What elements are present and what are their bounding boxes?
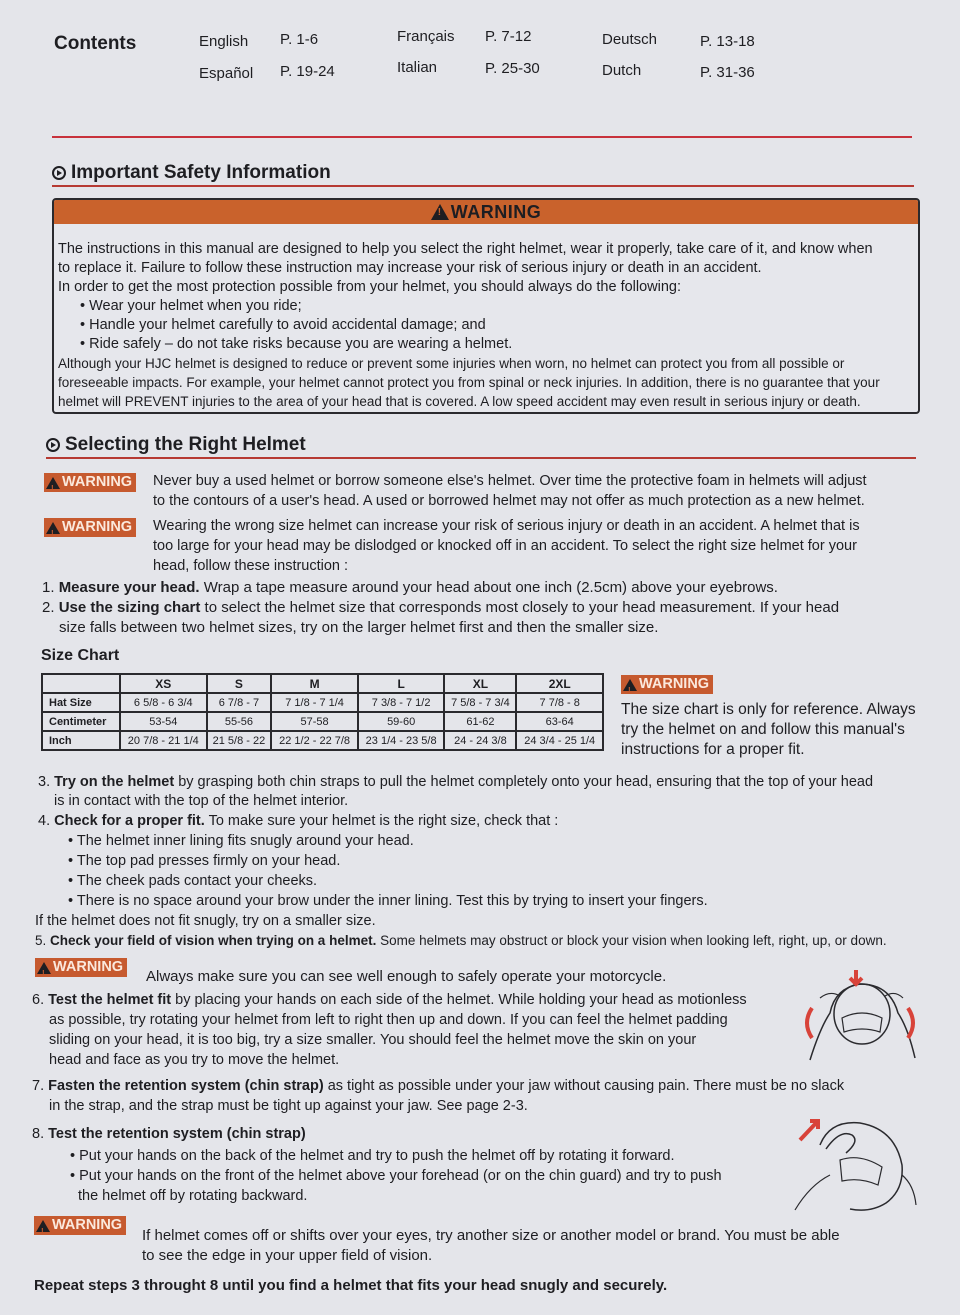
- step-4: 4. Check for a proper fit. To make sure your helmet is the right size, check that :: [38, 813, 559, 829]
- step-4-bullet: • The top pad presses firmly on your head.: [68, 853, 341, 869]
- section-underline: [52, 185, 914, 187]
- warning-label: [621, 675, 713, 694]
- warning-line: The instructions in this manual are designed to help you select the right helmet, wear it properly, take care of it, and know when: [58, 241, 873, 257]
- table-header-row: [42, 674, 603, 693]
- step-title: Fasten the retention system (chin strap): [48, 1078, 324, 1094]
- step-6-cont: head and face as you try to move the helmet.: [49, 1052, 340, 1068]
- step-text: to select the helmet size that corresponds most closely to your head measurement. If your head: [200, 599, 840, 616]
- table-header-cell: XS: [120, 674, 207, 693]
- repeat-instruction: Repeat steps 3 throught 8 until you find a helmet that fits your head snugly and securely.: [34, 1277, 668, 1294]
- table-cell: 59-60: [358, 712, 445, 731]
- row-header: Hat Size: [42, 693, 120, 712]
- table-cell: 53-54: [120, 712, 207, 731]
- table-cell: 7 1/8 - 7 1/4: [271, 693, 358, 712]
- step-6-cont: as possible, try rotating your helmet from left to right then up and down. If you can feel the helmet padding: [49, 1012, 728, 1028]
- toc-pages: P. 7-12: [485, 28, 532, 45]
- warning-label-text: WARNING: [62, 474, 133, 490]
- step-8-bullet: the helmet off by rotating backward.: [78, 1188, 308, 1204]
- step-4-bullet: • There is no space around your brow under the inner lining. Test this by trying to insert your fingers.: [68, 893, 708, 909]
- warning-label: [44, 518, 136, 537]
- table-row: [42, 731, 603, 750]
- table-cell: 57-58: [271, 712, 358, 731]
- warning-line: too large for your head may be dislodged or knocked off in an accident. To select the right size helmet for your: [153, 538, 857, 554]
- size-chart-title: Size Chart: [41, 647, 120, 664]
- step-text: Wrap a tape measure around your head about one inch (2.5cm) above your eyebrows.: [199, 579, 778, 596]
- step-title: Measure your head.: [58, 579, 200, 596]
- step-text: Some helmets may obstruct or block your vision when looking left, right, up, or down.: [376, 933, 887, 948]
- note-line: try the helmet on and follow this manual's: [621, 721, 905, 738]
- table-cell: 6 7/8 - 7: [207, 693, 272, 712]
- play-circle-icon: [46, 438, 60, 452]
- warning-line: If helmet comes off or shifts over your eyes, try another size or another model or brand. You must be able: [142, 1227, 840, 1244]
- warning-line: head, follow these instruction :: [153, 558, 349, 574]
- toc-pages: P. 1-6: [280, 31, 319, 48]
- toc-language: Español: [199, 65, 254, 82]
- table-cell: 20 7/8 - 21 1/4: [120, 731, 207, 750]
- step-7-cont: in the strap, and the strap must be tight up against your jaw. See page 2-3.: [49, 1098, 528, 1114]
- table-cell: 24 3/4 - 25 1/4: [516, 731, 603, 750]
- warning-label: [44, 473, 136, 492]
- table-cell: 23 1/4 - 23 5/8: [358, 731, 445, 750]
- step-title: Check your field of vision when trying on a helmet.: [50, 933, 377, 948]
- table-row: [42, 693, 603, 712]
- warning-label-text: WARNING: [62, 519, 133, 535]
- table-cell: 21 5/8 - 22: [207, 731, 272, 750]
- table-header-cell: L: [358, 674, 445, 693]
- step-8-bullet: • Put your hands on the back of the helmet and try to push the helmet off by rotating it forward.: [70, 1148, 675, 1164]
- step-text: To make sure your helmet is the right size, check that :: [204, 813, 559, 829]
- warning-label: [34, 1216, 126, 1235]
- step-title: Test the retention system (chin strap): [48, 1126, 306, 1142]
- size-chart-table: [41, 673, 604, 751]
- warning-triangle-icon: [431, 204, 449, 220]
- step-4-bullet: • The cheek pads contact your cheeks.: [68, 873, 318, 889]
- warning-label-text: WARNING: [52, 1217, 123, 1233]
- row-header: Inch: [42, 731, 120, 750]
- toc-language: Français: [397, 28, 455, 45]
- warning-triangle-icon: [37, 962, 51, 974]
- table-cell: 22 1/2 - 22 7/8: [271, 731, 358, 750]
- warning-line: to replace it. Failure to follow these instruction may increase your risk of serious injury or death in an accident.: [58, 260, 762, 276]
- toc-language: English: [199, 33, 249, 50]
- helmet-rotate-illustration: [790, 968, 920, 1068]
- selecting-heading: [46, 434, 306, 456]
- warning-line: Although your HJC helmet is designed to reduce or prevent some injuries when worn, no helmet can protect you from all possible or: [58, 356, 845, 371]
- step-text: by placing your hands on each side of the helmet. While holding your head as motionless: [171, 992, 747, 1008]
- warning-box-body: [54, 224, 918, 411]
- warning-line: to the contours of a user's head. A used or borrowed helmet may not offer as much protection as a new helmet.: [153, 493, 865, 509]
- warning-bullet: • Ride safely – do not take risks because you are wearing a helmet.: [80, 336, 513, 352]
- step-6-cont: sliding on your head, it is too big, try a size smaller. You should feel the helmet move the skin on your: [49, 1032, 697, 1048]
- toc-language: Dutch: [602, 62, 642, 79]
- warning-bullet: • Handle your helmet carefully to avoid accidental damage; and: [80, 317, 486, 333]
- safety-warning-box: [52, 198, 920, 414]
- warning-line: Wearing the wrong size helmet can increase your risk of serious injury or death in an accident. A helmet that is: [153, 518, 860, 534]
- step-text: as tight as possible under your jaw without causing pain. There must be no slack: [323, 1078, 845, 1094]
- table-cell: 7 5/8 - 7 3/4: [444, 693, 516, 712]
- warning-label: [35, 958, 127, 977]
- contents-title: Contents: [54, 33, 137, 54]
- row-header: Centimeter: [42, 712, 120, 731]
- table-header-cell: 2XL: [516, 674, 603, 693]
- step-2: 2. Use the sizing chart to select the helmet size that corresponds most closely to your head measurement. If your head: [42, 599, 840, 616]
- step-4-after: If the helmet does not fit snugly, try on a smaller size.: [35, 913, 376, 929]
- step-6: 6. Test the helmet fit by placing your hands on each side of the helmet. While holding your head as motionless: [32, 992, 747, 1008]
- toc-pages: P. 19-24: [280, 63, 335, 80]
- warning-box-title: WARNING: [450, 201, 542, 222]
- step-8-bullet: • Put your hands on the front of the helmet above your forehead (or on the chin guard) and try to push: [70, 1168, 722, 1184]
- warning-text: [153, 516, 860, 576]
- divider-rule: [52, 136, 912, 138]
- table-cell: 55-56: [207, 712, 272, 731]
- step-3: 3. Try on the helmet by grasping both chin straps to pull the helmet completely onto your head, ensuring that the top of your head: [38, 774, 874, 790]
- step-title: Try on the helmet: [54, 774, 175, 790]
- step-4-bullet: • The helmet inner lining fits snugly around your head.: [68, 833, 414, 849]
- safety-heading-text: Important Safety Information: [71, 162, 331, 183]
- step-title: Check for a proper fit.: [54, 813, 205, 829]
- step-title: Use the sizing chart: [58, 599, 201, 616]
- warning-box-header: [54, 200, 918, 224]
- selecting-heading-text: Selecting the Right Helmet: [65, 434, 306, 455]
- note-line: The size chart is only for reference. Always: [621, 701, 916, 718]
- table-cell: 63-64: [516, 712, 603, 731]
- step-text: by grasping both chin straps to pull the helmet completely onto your head, ensuring that the top of your head: [174, 774, 874, 790]
- warning-line: helmet will PREVENT injuries to the area of your head that is covered. A low speed accident may even result in serious injury or death.: [58, 394, 861, 409]
- step-title: Test the helmet fit: [48, 992, 172, 1008]
- helmet-push-illustration: [790, 1115, 920, 1215]
- table-header-cell: M: [271, 674, 358, 693]
- step-1: 1. Measure your head. Wrap a tape measure around your head about one inch (2.5cm) above your eyebrows.: [42, 579, 778, 596]
- note-line: instructions for a proper fit.: [621, 741, 805, 758]
- table-cell: 61-62: [444, 712, 516, 731]
- warning-line: In order to get the most protection possible from your helmet, you should always do the following:: [58, 279, 682, 295]
- warning-line: foreseeable impacts. For example, your helmet cannot protect you from spinal or neck injuries. In addition, there is no guarantee that your: [58, 375, 880, 390]
- warning-line: to see the edge in your upper field of vision.: [142, 1247, 433, 1264]
- warning-triangle-icon: [623, 679, 637, 691]
- step-5: 5. Check your field of vision when trying on a helmet. Some helmets may obstruct or block your vision when looking left, right, up, or down.: [35, 933, 887, 948]
- table-header-cell: XL: [444, 674, 516, 693]
- table-header-cell: S: [207, 674, 272, 693]
- toc-language: Deutsch: [602, 31, 658, 48]
- table-cell: 7 7/8 - 8: [516, 693, 603, 712]
- warning-triangle-icon: [46, 522, 60, 534]
- size-chart-note: [621, 700, 916, 760]
- play-circle-icon: [52, 166, 66, 180]
- step-3-cont: is in contact with the top of the helmet interior.: [54, 793, 349, 809]
- table-cell: 24 - 24 3/8: [444, 731, 516, 750]
- warning-line: Never buy a used helmet or borrow someone else's helmet. Over time the protective foam in helmets will adjust: [153, 473, 867, 489]
- step-8: 8. Test the retention system (chin strap): [32, 1126, 306, 1142]
- final-warning-text: [142, 1226, 840, 1266]
- safety-heading: [52, 162, 331, 184]
- warning-bullet: • Wear your helmet when you ride;: [80, 298, 302, 314]
- table-cell: 7 3/8 - 7 1/2: [358, 693, 445, 712]
- toc-pages: P. 31-36: [700, 64, 755, 81]
- warning-triangle-icon: [36, 1220, 50, 1232]
- warning-text: Always make sure you can see well enough to safely operate your motorcycle.: [146, 968, 667, 985]
- toc-language: Italian: [397, 59, 438, 76]
- warning-label-text: WARNING: [639, 676, 710, 692]
- table-cell: 6 5/8 - 6 3/4: [120, 693, 207, 712]
- warning-label-text: WARNING: [53, 959, 124, 975]
- table-row: [42, 712, 603, 731]
- toc-pages: P. 13-18: [700, 33, 755, 50]
- warning-triangle-icon: [46, 477, 60, 489]
- section-underline: [46, 457, 916, 459]
- warning-text: [153, 471, 867, 511]
- table-cell: [42, 674, 120, 693]
- step-2-cont: size falls between two helmet sizes, try on the larger helmet first and then the smaller size.: [59, 619, 659, 636]
- toc-pages: P. 25-30: [485, 60, 540, 77]
- step-7: 7. Fasten the retention system (chin strap) as tight as possible under your jaw without causing pain. There must be no slack: [32, 1078, 845, 1094]
